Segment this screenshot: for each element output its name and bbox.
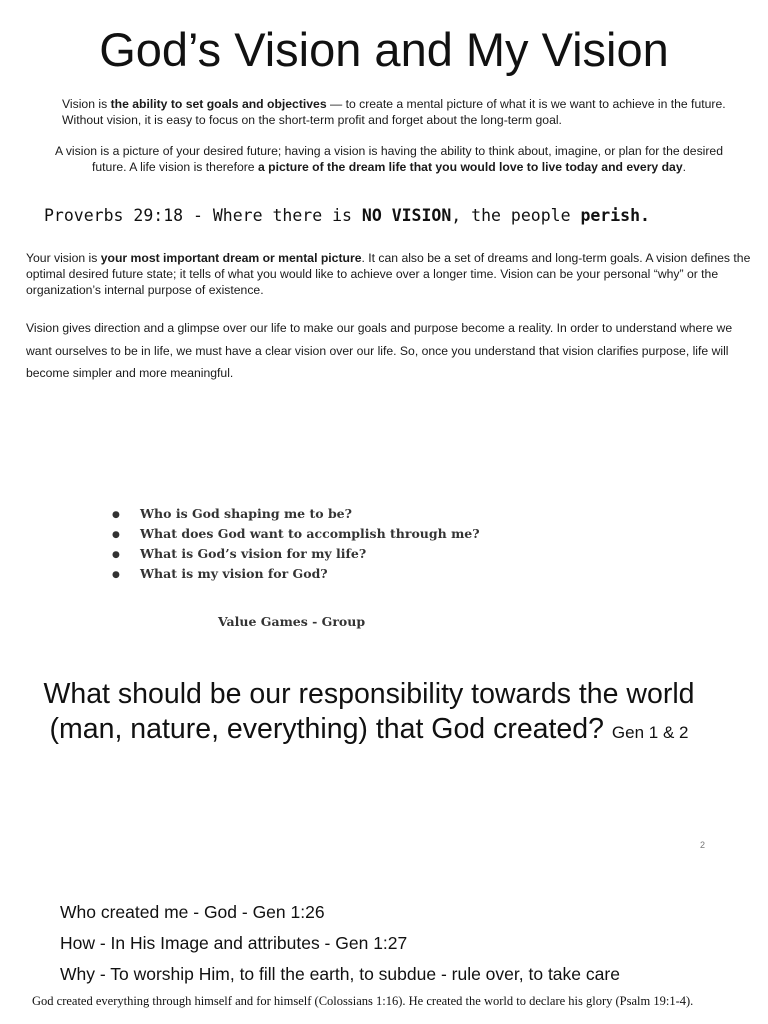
list-item: [112, 504, 480, 524]
p2-text-c: .: [682, 160, 686, 174]
proverbs-verse: [44, 204, 744, 228]
bullet-icon: ●: [112, 570, 120, 580]
bullet-icon: ●: [112, 530, 120, 540]
p1-text-a: Vision is: [62, 97, 111, 111]
question-text: What is my vision for God?: [140, 566, 328, 581]
life-vision-paragraph: [44, 143, 734, 175]
responsibility-reference: Gen 1 & 2: [611, 723, 689, 742]
question-text: What is God’s vision for my life?: [140, 546, 367, 561]
p1-bold: the ability to set goals and objectives: [110, 97, 327, 111]
how-line: How - In His Image and attributes - Gen 1:27: [60, 933, 408, 953]
closing-paragraph: God created everything through himself and for himself (Colossians 1:16). He created the world to declare his glory (Psalm 19:1-4).: [32, 994, 694, 1008]
proverb-period: .: [640, 206, 650, 225]
reflection-questions-list: [112, 504, 480, 584]
list-item: [112, 524, 480, 544]
question-text: Who is God shaping me to be?: [140, 506, 352, 521]
p3-text-c: . It can also be a set of dreams and long-term goals. A vision defines the optimal desired future state; it tells of what you would like to achieve over a longer time. Vision can be your personal “why” or the organization’s internal purpose of existence.: [26, 251, 751, 297]
p1-text-c: — to create a mental picture of what it is we want to achieve in the future. Without vision, it is easy to focus on the short-term profit and forget about the long-term goal.: [62, 97, 726, 127]
p2-text-a: A vision is a picture of your desired future; having a vision is having the ability to think about, imagine, or plan for the desired future. A life vision is therefore: [55, 144, 723, 174]
responsibility-question: [30, 677, 708, 750]
page-number: 2: [700, 840, 706, 850]
page-title: God’s Vision and My Vision: [99, 23, 669, 76]
why-line: Why - To worship Him, to fill the earth, to subdue - rule over, to take care: [60, 964, 620, 984]
p3-bold: your most important dream or mental picture: [100, 251, 362, 265]
proverb-no-vision: NO VISION: [361, 206, 452, 225]
proverb-text-a: Proverbs 29:18 - Where there is: [44, 206, 362, 225]
bullet-icon: ●: [112, 550, 120, 560]
p2-bold: a picture of the dream life that you would love to live today and every day: [257, 160, 683, 174]
p3-text-a: Your vision is: [26, 251, 101, 265]
vision-definition-paragraph: [62, 96, 732, 128]
vision-direction-paragraph: Vision gives direction and a glimpse over our life to make our goals and purpose become a reality. In order to understand where we want ourselves to be in life, we must have a clear vision over our life. So, once you understand that vision clarifies purpose, life will become simpler and more meaningful.: [26, 321, 733, 380]
your-vision-paragraph: [26, 250, 756, 298]
question-text: What does God want to accomplish through me?: [140, 526, 480, 541]
who-created-line: Who created me - God - Gen 1:26: [60, 902, 325, 922]
list-item: [112, 564, 480, 584]
bullet-icon: ●: [112, 510, 120, 520]
list-item: [112, 544, 480, 564]
proverb-text-c: , the people: [451, 206, 581, 225]
proverb-perish: perish: [580, 206, 641, 225]
responsibility-text: What should be our responsibility towards the world (man, nature, everything) that God created?: [43, 678, 695, 745]
value-games-label: Value Games - Group: [218, 614, 366, 629]
